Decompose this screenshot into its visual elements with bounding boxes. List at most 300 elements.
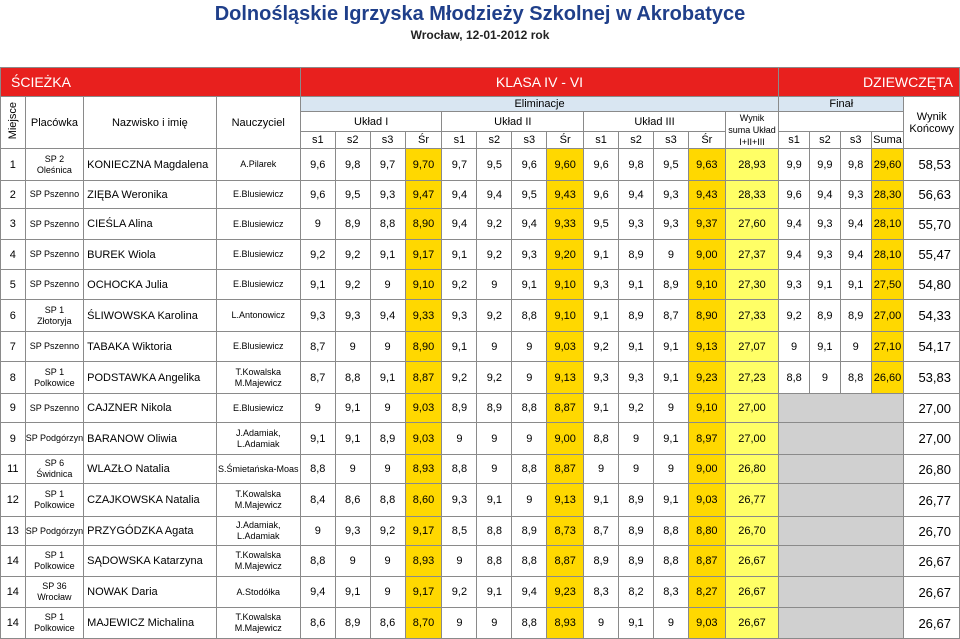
table-row bbox=[1, 608, 960, 639]
athlete-name-cell: CZAJKOWSKA Natalia bbox=[84, 484, 216, 517]
table-row bbox=[1, 394, 960, 423]
col-fin-s1: s1 bbox=[779, 132, 810, 149]
final-score-cell: 9,4 bbox=[840, 240, 871, 270]
col-u3-s1: s1 bbox=[584, 132, 619, 149]
results-body bbox=[1, 149, 960, 639]
elimination-sum-cell: 27,23 bbox=[725, 362, 778, 394]
final-result-cell: 54,80 bbox=[904, 270, 960, 300]
coach-cell: T.Kowalska M.Majewicz bbox=[216, 484, 300, 517]
u3-score-cell: 9,6 bbox=[584, 181, 619, 209]
u3-score-cell: 8,9 bbox=[619, 546, 654, 577]
athlete-name-cell: PRZYGÓDZKA Agata bbox=[84, 517, 216, 546]
category-gender: DZIEWCZĘTA bbox=[779, 68, 960, 97]
u1-score-cell: 8,4 bbox=[300, 484, 335, 517]
u1-score-cell: 9 bbox=[335, 332, 370, 362]
u1-score-cell: 8,7 bbox=[300, 332, 335, 362]
u1-score-cell: 9 bbox=[370, 394, 405, 423]
u2-score-cell: 9,1 bbox=[477, 577, 512, 608]
final-score-cell: 9 bbox=[840, 332, 871, 362]
u3-score-cell: 8,9 bbox=[619, 240, 654, 270]
u2-score-cell: 9,5 bbox=[512, 181, 547, 209]
col-uklad-1: Układ I bbox=[300, 112, 442, 132]
u2-score-cell: 9,3 bbox=[442, 300, 477, 332]
athlete-name-cell: NOWAK Daria bbox=[84, 577, 216, 608]
u3-score-cell: 8,9 bbox=[584, 546, 619, 577]
u1-average-cell: 8,70 bbox=[405, 608, 442, 639]
u2-score-cell: 9,1 bbox=[512, 270, 547, 300]
school-cell: SP 6 Świdnica bbox=[25, 455, 84, 484]
u2-average-cell: 9,43 bbox=[547, 181, 584, 209]
coach-cell: L.Antonowicz bbox=[216, 300, 300, 332]
col-u1-s3: s3 bbox=[370, 132, 405, 149]
final-result-cell: 56,63 bbox=[904, 181, 960, 209]
u2-score-cell: 9 bbox=[512, 362, 547, 394]
u2-score-cell: 8,8 bbox=[512, 608, 547, 639]
u3-score-cell: 8,9 bbox=[619, 300, 654, 332]
final-empty-cell bbox=[779, 517, 904, 546]
u3-score-cell: 9,1 bbox=[619, 332, 654, 362]
final-score-cell: 9 bbox=[779, 332, 810, 362]
u1-score-cell: 8,8 bbox=[300, 546, 335, 577]
final-score-cell: 9,4 bbox=[779, 209, 810, 240]
u1-score-cell: 9,1 bbox=[335, 394, 370, 423]
athlete-name-cell: MAJEWICZ Michalina bbox=[84, 608, 216, 639]
u2-score-cell: 8,9 bbox=[442, 394, 477, 423]
final-score-cell: 8,9 bbox=[810, 300, 841, 332]
final-score-cell: 9,3 bbox=[810, 209, 841, 240]
u1-score-cell: 9,6 bbox=[300, 181, 335, 209]
final-score-cell: 9 bbox=[810, 362, 841, 394]
u3-average-cell: 9,10 bbox=[688, 270, 725, 300]
u3-score-cell: 9,1 bbox=[653, 362, 688, 394]
u1-score-cell: 8,6 bbox=[300, 608, 335, 639]
elimination-sum-cell: 27,07 bbox=[725, 332, 778, 362]
u2-score-cell: 9,4 bbox=[512, 209, 547, 240]
u1-average-cell: 9,10 bbox=[405, 270, 442, 300]
school-cell: SP 1 Polkowice bbox=[25, 484, 84, 517]
final-empty-cell bbox=[779, 577, 904, 608]
u2-average-cell: 9,23 bbox=[547, 577, 584, 608]
final-empty-cell bbox=[779, 608, 904, 639]
u1-score-cell: 8,9 bbox=[335, 608, 370, 639]
final-score-cell: 9,4 bbox=[810, 181, 841, 209]
u3-average-cell: 9,23 bbox=[688, 362, 725, 394]
col-eliminations: Eliminacje bbox=[300, 97, 778, 112]
u1-score-cell: 9,1 bbox=[370, 240, 405, 270]
coach-cell: A.Pilarek bbox=[216, 149, 300, 181]
school-cell: SP 1 Polkowice bbox=[25, 608, 84, 639]
school-cell: SP 1 Złotoryja bbox=[25, 300, 84, 332]
u2-score-cell: 8,8 bbox=[477, 546, 512, 577]
u2-score-cell: 9 bbox=[442, 546, 477, 577]
u1-score-cell: 9,3 bbox=[335, 517, 370, 546]
u1-score-cell: 9 bbox=[370, 546, 405, 577]
u2-average-cell: 8,73 bbox=[547, 517, 584, 546]
u1-score-cell: 9 bbox=[370, 270, 405, 300]
elimination-sum-cell: 28,33 bbox=[725, 181, 778, 209]
final-score-cell: 9,3 bbox=[779, 270, 810, 300]
u2-score-cell: 9,5 bbox=[477, 149, 512, 181]
u1-average-cell: 8,93 bbox=[405, 455, 442, 484]
place-cell: 1 bbox=[1, 149, 26, 181]
place-cell: 6 bbox=[1, 300, 26, 332]
u3-average-cell: 8,97 bbox=[688, 423, 725, 455]
u2-score-cell: 8,8 bbox=[512, 455, 547, 484]
school-cell: SP Pszenno bbox=[25, 270, 84, 300]
place-cell: 9 bbox=[1, 423, 26, 455]
u2-score-cell: 9,2 bbox=[442, 362, 477, 394]
place-cell: 9 bbox=[1, 394, 26, 423]
u2-score-cell: 9 bbox=[477, 608, 512, 639]
u2-score-cell: 8,9 bbox=[512, 517, 547, 546]
table-row bbox=[1, 362, 960, 394]
u2-score-cell: 9 bbox=[512, 423, 547, 455]
u2-score-cell: 9,1 bbox=[442, 240, 477, 270]
col-u1-s2: s2 bbox=[335, 132, 370, 149]
table-row bbox=[1, 181, 960, 209]
u3-average-cell: 9,63 bbox=[688, 149, 725, 181]
final-spacer bbox=[779, 112, 904, 132]
u3-score-cell: 9,3 bbox=[619, 362, 654, 394]
u1-score-cell: 8,8 bbox=[300, 455, 335, 484]
u2-score-cell: 9,4 bbox=[512, 577, 547, 608]
final-score-cell: 9,8 bbox=[840, 149, 871, 181]
coach-cell: E.Blusiewicz bbox=[216, 332, 300, 362]
u2-score-cell: 8,8 bbox=[512, 300, 547, 332]
u3-score-cell: 9 bbox=[619, 455, 654, 484]
u1-score-cell: 9,3 bbox=[370, 181, 405, 209]
u2-score-cell: 9,1 bbox=[442, 332, 477, 362]
u2-score-cell: 8,9 bbox=[477, 394, 512, 423]
u3-score-cell: 9 bbox=[653, 608, 688, 639]
u2-score-cell: 8,5 bbox=[442, 517, 477, 546]
table-row bbox=[1, 423, 960, 455]
final-score-cell: 9,6 bbox=[779, 181, 810, 209]
place-cell: 8 bbox=[1, 362, 26, 394]
u3-score-cell: 8,7 bbox=[584, 517, 619, 546]
u3-score-cell: 9,1 bbox=[653, 423, 688, 455]
athlete-name-cell: BUREK Wiola bbox=[84, 240, 216, 270]
final-score-cell: 9,4 bbox=[779, 240, 810, 270]
school-cell: SP Pszenno bbox=[25, 181, 84, 209]
u1-average-cell: 9,17 bbox=[405, 240, 442, 270]
final-result-cell: 26,67 bbox=[904, 608, 960, 639]
coach-cell: T.Kowalska M.Majewicz bbox=[216, 608, 300, 639]
u2-score-cell: 9 bbox=[512, 332, 547, 362]
u3-score-cell: 9,5 bbox=[653, 149, 688, 181]
athlete-name-cell: WLAZŁO Natalia bbox=[84, 455, 216, 484]
place-cell: 12 bbox=[1, 484, 26, 517]
u1-score-cell: 9 bbox=[300, 517, 335, 546]
u2-average-cell: 8,87 bbox=[547, 394, 584, 423]
elimination-sum-cell: 27,37 bbox=[725, 240, 778, 270]
elimination-sum-cell: 26,77 bbox=[725, 484, 778, 517]
coach-cell: J.Adamiak, L.Adamiak bbox=[216, 517, 300, 546]
u2-average-cell: 9,13 bbox=[547, 484, 584, 517]
final-sum-cell: 28,10 bbox=[871, 240, 904, 270]
coach-cell: T.Kowalska M.Majewicz bbox=[216, 546, 300, 577]
coach-cell: E.Blusiewicz bbox=[216, 394, 300, 423]
u2-score-cell: 9,3 bbox=[442, 484, 477, 517]
place-cell: 5 bbox=[1, 270, 26, 300]
coach-cell: J.Adamiak, L.Adamiak bbox=[216, 423, 300, 455]
u3-score-cell: 9,2 bbox=[584, 332, 619, 362]
u3-score-cell: 8,2 bbox=[619, 577, 654, 608]
u2-score-cell: 9 bbox=[442, 608, 477, 639]
elimination-sum-cell: 26,67 bbox=[725, 608, 778, 639]
u2-average-cell: 9,60 bbox=[547, 149, 584, 181]
u1-score-cell: 9,1 bbox=[370, 362, 405, 394]
u1-average-cell: 9,33 bbox=[405, 300, 442, 332]
u1-score-cell: 9,4 bbox=[370, 300, 405, 332]
table-row bbox=[1, 240, 960, 270]
u1-score-cell: 8,8 bbox=[370, 484, 405, 517]
u1-score-cell: 9 bbox=[300, 394, 335, 423]
final-sum-cell: 28,10 bbox=[871, 209, 904, 240]
col-u2-s1: s1 bbox=[442, 132, 477, 149]
coach-cell: A.Stodółka bbox=[216, 577, 300, 608]
col-u2-avg: Śr bbox=[547, 132, 584, 149]
col-u2-s3: s3 bbox=[512, 132, 547, 149]
u1-score-cell: 9,8 bbox=[335, 149, 370, 181]
document-header bbox=[0, 0, 960, 43]
col-place: Miejsce bbox=[1, 97, 26, 149]
u3-score-cell: 9,3 bbox=[619, 209, 654, 240]
u2-average-cell: 9,13 bbox=[547, 362, 584, 394]
place-cell: 3 bbox=[1, 209, 26, 240]
u1-average-cell: 9,03 bbox=[405, 394, 442, 423]
u3-score-cell: 8,3 bbox=[584, 577, 619, 608]
u3-average-cell: 9,03 bbox=[688, 484, 725, 517]
col-school: Placówka bbox=[25, 97, 84, 149]
u3-score-cell: 9,1 bbox=[653, 332, 688, 362]
elimination-sum-cell: 27,33 bbox=[725, 300, 778, 332]
final-result-cell: 54,33 bbox=[904, 300, 960, 332]
u1-score-cell: 9,1 bbox=[300, 423, 335, 455]
col-u3-avg: Śr bbox=[688, 132, 725, 149]
col-uklad-3: Układ III bbox=[584, 112, 726, 132]
u2-score-cell: 9 bbox=[477, 423, 512, 455]
table-row bbox=[1, 149, 960, 181]
col-coach: Nauczyciel bbox=[216, 97, 300, 149]
u3-average-cell: 8,90 bbox=[688, 300, 725, 332]
u2-score-cell: 9 bbox=[512, 484, 547, 517]
elimination-sum-cell: 26,70 bbox=[725, 517, 778, 546]
school-cell: SP 2 Oleśnica bbox=[25, 149, 84, 181]
u3-score-cell: 9,8 bbox=[619, 149, 654, 181]
u1-average-cell: 9,70 bbox=[405, 149, 442, 181]
athlete-name-cell: CIEŚLA Alina bbox=[84, 209, 216, 240]
u3-score-cell: 9,6 bbox=[584, 149, 619, 181]
u2-score-cell: 8,8 bbox=[512, 546, 547, 577]
u2-score-cell: 9,2 bbox=[477, 362, 512, 394]
u1-score-cell: 9,4 bbox=[300, 577, 335, 608]
athlete-name-cell: ZIĘBA Weronika bbox=[84, 181, 216, 209]
coach-cell: T.Kowalska M.Majewicz bbox=[216, 362, 300, 394]
final-result-cell: 54,17 bbox=[904, 332, 960, 362]
elimination-sum-cell: 26,67 bbox=[725, 577, 778, 608]
u2-score-cell: 9,4 bbox=[442, 181, 477, 209]
place-cell: 14 bbox=[1, 577, 26, 608]
coach-cell: S.Śmietańska-Moas bbox=[216, 455, 300, 484]
u1-score-cell: 9 bbox=[370, 332, 405, 362]
u3-score-cell: 9,5 bbox=[584, 209, 619, 240]
u1-score-cell: 8,8 bbox=[370, 209, 405, 240]
final-empty-cell bbox=[779, 394, 904, 423]
results-table bbox=[0, 67, 960, 639]
u3-score-cell: 9,1 bbox=[619, 270, 654, 300]
coach-cell: E.Blusiewicz bbox=[216, 270, 300, 300]
school-cell: SP Podgórzyn bbox=[25, 517, 84, 546]
u3-average-cell: 8,80 bbox=[688, 517, 725, 546]
table-row bbox=[1, 517, 960, 546]
final-sum-cell: 26,60 bbox=[871, 362, 904, 394]
u2-average-cell: 9,10 bbox=[547, 270, 584, 300]
u3-score-cell: 9 bbox=[653, 394, 688, 423]
u1-score-cell: 9,1 bbox=[335, 423, 370, 455]
final-result-cell: 55,70 bbox=[904, 209, 960, 240]
place-cell: 14 bbox=[1, 546, 26, 577]
u2-score-cell: 9 bbox=[477, 332, 512, 362]
u3-score-cell: 9,4 bbox=[619, 181, 654, 209]
final-empty-cell bbox=[779, 423, 904, 455]
u3-score-cell: 8,9 bbox=[653, 270, 688, 300]
coach-cell: E.Blusiewicz bbox=[216, 209, 300, 240]
place-cell: 2 bbox=[1, 181, 26, 209]
place-cell: 11 bbox=[1, 455, 26, 484]
u3-score-cell: 9,3 bbox=[653, 209, 688, 240]
final-result-cell: 26,67 bbox=[904, 546, 960, 577]
u3-average-cell: 9,10 bbox=[688, 394, 725, 423]
u3-score-cell: 9 bbox=[584, 455, 619, 484]
elimination-sum-cell: 28,93 bbox=[725, 149, 778, 181]
u3-score-cell: 8,8 bbox=[584, 423, 619, 455]
u3-score-cell: 9,1 bbox=[584, 300, 619, 332]
col-name: Nazwisko i imię bbox=[84, 97, 216, 149]
u3-score-cell: 9,1 bbox=[653, 484, 688, 517]
u1-score-cell: 9,2 bbox=[335, 240, 370, 270]
u1-average-cell: 8,90 bbox=[405, 209, 442, 240]
place-cell: 4 bbox=[1, 240, 26, 270]
u1-score-cell: 9 bbox=[335, 455, 370, 484]
u2-score-cell: 8,8 bbox=[477, 517, 512, 546]
u2-score-cell: 9,7 bbox=[442, 149, 477, 181]
u1-average-cell: 8,87 bbox=[405, 362, 442, 394]
final-score-cell: 9,2 bbox=[779, 300, 810, 332]
elimination-sum-cell: 27,00 bbox=[725, 423, 778, 455]
u3-score-cell: 8,9 bbox=[619, 484, 654, 517]
u3-average-cell: 9,00 bbox=[688, 455, 725, 484]
col-total: Wynik Końcowy bbox=[904, 97, 960, 149]
elimination-sum-cell: 27,30 bbox=[725, 270, 778, 300]
final-result-cell: 27,00 bbox=[904, 394, 960, 423]
elimination-sum-cell: 26,67 bbox=[725, 546, 778, 577]
u3-average-cell: 9,13 bbox=[688, 332, 725, 362]
final-result-cell: 58,53 bbox=[904, 149, 960, 181]
u2-score-cell: 9,6 bbox=[512, 149, 547, 181]
u3-score-cell: 9,1 bbox=[619, 608, 654, 639]
col-u3-s3: s3 bbox=[653, 132, 688, 149]
final-result-cell: 53,83 bbox=[904, 362, 960, 394]
athlete-name-cell: ŚLIWOWSKA Karolina bbox=[84, 300, 216, 332]
school-cell: SP Pszenno bbox=[25, 394, 84, 423]
u1-score-cell: 9 bbox=[335, 546, 370, 577]
u3-score-cell: 9,3 bbox=[653, 181, 688, 209]
table-row bbox=[1, 270, 960, 300]
col-final: Finał bbox=[779, 97, 904, 112]
u1-score-cell: 9,6 bbox=[300, 149, 335, 181]
u1-average-cell: 8,90 bbox=[405, 332, 442, 362]
table-row bbox=[1, 332, 960, 362]
u2-score-cell: 9,2 bbox=[477, 300, 512, 332]
final-score-cell: 9,9 bbox=[810, 149, 841, 181]
school-cell: SP Pszenno bbox=[25, 332, 84, 362]
u1-score-cell: 9,5 bbox=[335, 181, 370, 209]
final-result-cell: 26,70 bbox=[904, 517, 960, 546]
u2-average-cell: 8,93 bbox=[547, 608, 584, 639]
u3-average-cell: 8,27 bbox=[688, 577, 725, 608]
col-fin-sum: Suma bbox=[871, 132, 904, 149]
elimination-sum-cell: 27,60 bbox=[725, 209, 778, 240]
table-row bbox=[1, 484, 960, 517]
u1-score-cell: 9 bbox=[370, 455, 405, 484]
u1-score-cell: 8,6 bbox=[335, 484, 370, 517]
u3-score-cell: 9,1 bbox=[584, 240, 619, 270]
u2-average-cell: 8,87 bbox=[547, 546, 584, 577]
final-result-cell: 26,80 bbox=[904, 455, 960, 484]
u3-score-cell: 8,9 bbox=[619, 517, 654, 546]
table-row bbox=[1, 209, 960, 240]
coach-cell: E.Blusiewicz bbox=[216, 240, 300, 270]
u1-score-cell: 9,2 bbox=[370, 517, 405, 546]
col-u2-s2: s2 bbox=[477, 132, 512, 149]
u1-score-cell: 9,1 bbox=[300, 270, 335, 300]
final-empty-cell bbox=[779, 484, 904, 517]
u1-score-cell: 8,8 bbox=[335, 362, 370, 394]
final-score-cell: 9,1 bbox=[840, 270, 871, 300]
col-uklad-2: Układ II bbox=[442, 112, 584, 132]
final-sum-cell: 27,00 bbox=[871, 300, 904, 332]
u2-average-cell: 9,00 bbox=[547, 423, 584, 455]
u1-average-cell: 9,17 bbox=[405, 517, 442, 546]
u2-score-cell: 9,2 bbox=[442, 577, 477, 608]
u3-average-cell: 9,43 bbox=[688, 181, 725, 209]
table-row bbox=[1, 300, 960, 332]
u3-score-cell: 9,3 bbox=[584, 362, 619, 394]
page-title: Dolnośląskie Igrzyska Młodzieży Szkolnej w Akrobatyce bbox=[214, 3, 746, 25]
final-score-cell: 9,1 bbox=[810, 332, 841, 362]
athlete-name-cell: PODSTAWKA Angelika bbox=[84, 362, 216, 394]
athlete-name-cell: BARANOW Oliwia bbox=[84, 423, 216, 455]
final-score-cell: 8,8 bbox=[840, 362, 871, 394]
table-row bbox=[1, 577, 960, 608]
athlete-name-cell: OCHOCKA Julia bbox=[84, 270, 216, 300]
u3-score-cell: 8,3 bbox=[653, 577, 688, 608]
final-result-cell: 26,77 bbox=[904, 484, 960, 517]
final-sum-cell: 28,30 bbox=[871, 181, 904, 209]
u2-score-cell: 9,3 bbox=[512, 240, 547, 270]
final-sum-cell: 27,50 bbox=[871, 270, 904, 300]
u2-score-cell: 9,2 bbox=[477, 240, 512, 270]
u2-average-cell: 9,03 bbox=[547, 332, 584, 362]
final-empty-cell bbox=[779, 455, 904, 484]
final-score-cell: 9,1 bbox=[810, 270, 841, 300]
athlete-name-cell: SĄDOWSKA Katarzyna bbox=[84, 546, 216, 577]
u1-average-cell: 9,03 bbox=[405, 423, 442, 455]
u1-score-cell: 9,3 bbox=[335, 300, 370, 332]
u3-score-cell: 9 bbox=[653, 455, 688, 484]
u2-score-cell: 9 bbox=[477, 270, 512, 300]
